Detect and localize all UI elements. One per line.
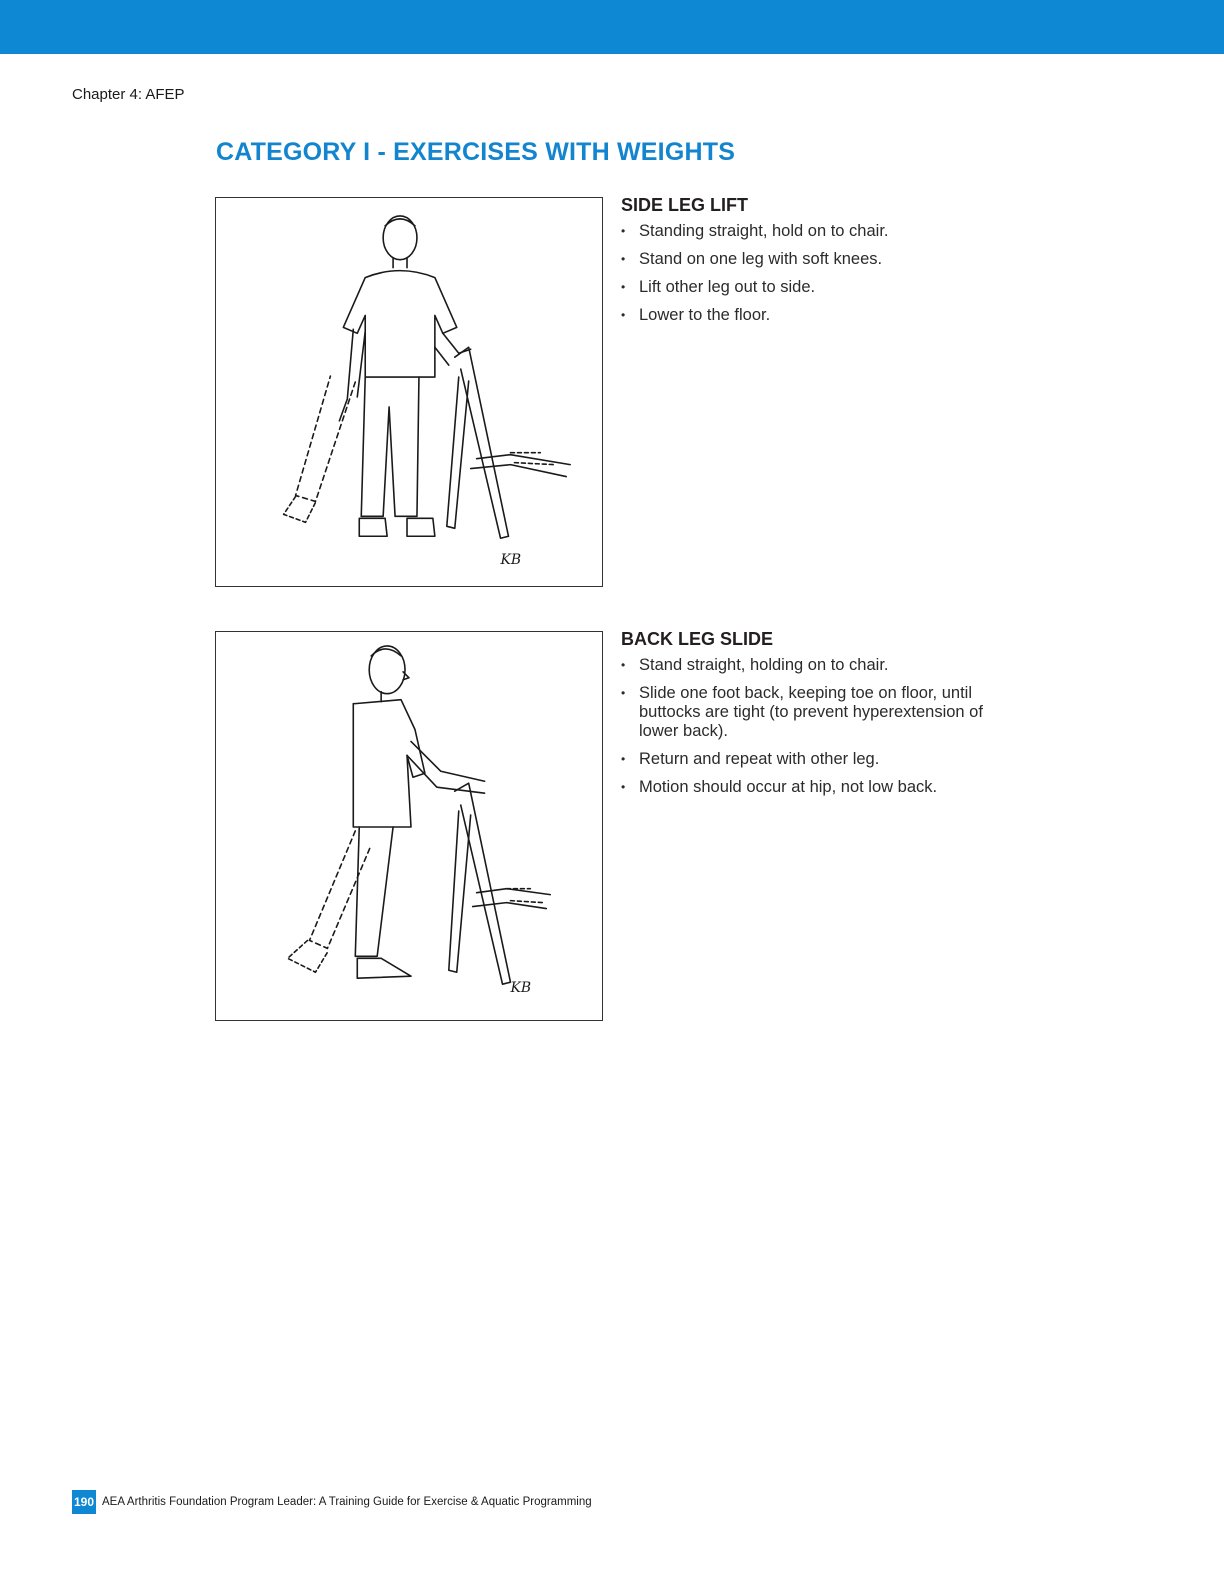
page-number: 190	[72, 1490, 96, 1514]
step-item: • Slide one foot back, keeping toe on floor, until buttocks are tight (to prevent hyperextension of lower back).	[621, 684, 1021, 741]
exercise-steps	[621, 222, 1021, 325]
step-item: • Stand straight, holding on to chair.	[621, 656, 1021, 675]
page-footer	[72, 1490, 592, 1514]
back-leg-slide-illustration	[215, 631, 603, 1021]
section-title: CATEGORY I - EXERCISES WITH WEIGHTS	[216, 138, 736, 166]
artist-signature: KB	[510, 980, 532, 997]
top-color-band	[0, 0, 1224, 54]
step-item: • Motion should occur at hip, not low back.	[621, 778, 1021, 797]
footer-title: AEA Arthritis Foundation Program Leader: A Training Guide for Exercise & Aquatic Programming	[102, 1496, 592, 1508]
artist-signature: KB	[500, 552, 522, 569]
exercise-title: SIDE LEG LIFT	[621, 195, 749, 215]
back-leg-slide-section	[621, 629, 1021, 806]
exercise-title: BACK LEG SLIDE	[621, 629, 774, 649]
step-item: • Lift other leg out to side.	[621, 278, 1021, 297]
side-leg-lift-illustration	[215, 197, 603, 587]
chapter-label: Chapter 4: AFEP	[72, 86, 185, 103]
step-item: • Lower to the floor.	[621, 306, 1021, 325]
side-leg-lift-section	[621, 195, 1021, 334]
exercise-steps	[621, 656, 1021, 797]
step-item: • Standing straight, hold on to chair.	[621, 222, 1021, 241]
step-item: • Stand on one leg with soft knees.	[621, 250, 1021, 269]
step-item: • Return and repeat with other leg.	[621, 750, 1021, 769]
